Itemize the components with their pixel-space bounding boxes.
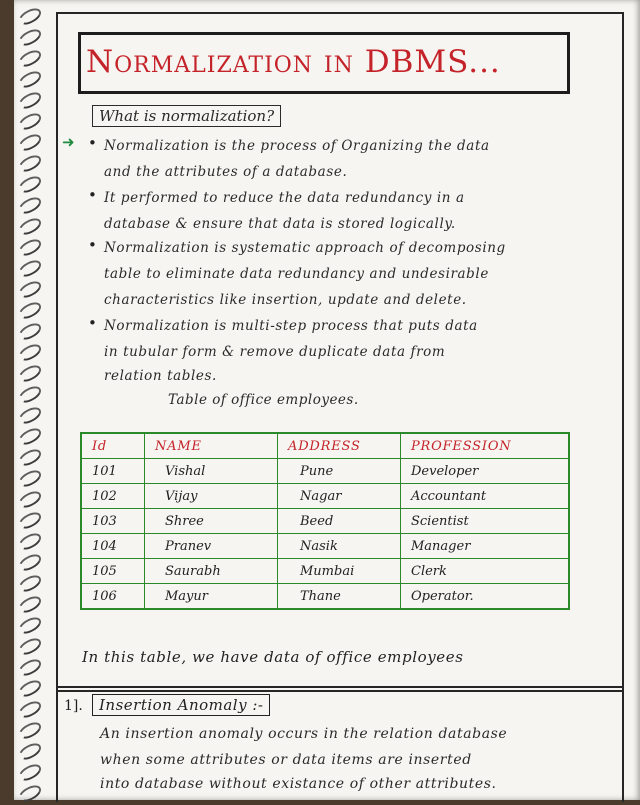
spiral-ring: [16, 257, 43, 280]
spiral-ring: [16, 635, 43, 658]
cell-name: Saurabh: [145, 559, 278, 584]
bullet-line: It performed to reduce the data redundancy in a: [104, 190, 465, 206]
cell-address: Mumbai: [278, 559, 401, 584]
section-line: when some attributes or data items are inserted: [100, 752, 472, 768]
spiral-ring: [16, 446, 43, 469]
spiral-ring: [16, 215, 43, 238]
bullet-line: Normalization is multi-step process that puts data: [104, 318, 478, 334]
bullet-line: Normalization is the process of Organizing the data: [104, 138, 490, 154]
spiral-ring: [16, 173, 43, 196]
spiral-ring: [16, 677, 43, 700]
spiral-ring: [16, 551, 43, 574]
spiral-ring: [16, 236, 43, 259]
spiral-ring: [16, 593, 43, 616]
cell-profession: Developer: [401, 459, 570, 484]
spiral-ring: [16, 383, 43, 406]
spiral-ring: [16, 194, 43, 217]
spiral-ring: [16, 404, 43, 427]
spiral-ring: [16, 509, 43, 532]
cell-id: 101: [81, 459, 145, 484]
section-title: Insertion Anomaly :-: [92, 694, 270, 716]
bullet-icon: •: [88, 314, 97, 332]
cell-profession: Manager: [401, 534, 570, 559]
spiral-ring: [16, 47, 43, 70]
cell-address: Thane: [278, 584, 401, 610]
column-header-name: NAME: [145, 433, 278, 459]
section-line: into database without existance of other attributes.: [100, 776, 497, 792]
bullet-line: in tubular form & remove duplicate data from: [104, 344, 446, 360]
spiral-ring: [16, 425, 43, 448]
cell-profession: Accountant: [401, 484, 570, 509]
column-header-profession: PROFESSION: [401, 433, 570, 459]
section-heading: What is normalization?: [92, 105, 281, 127]
cell-name: Pranev: [145, 534, 278, 559]
bullet-icon: •: [88, 186, 97, 204]
spiral-ring: [16, 131, 43, 154]
table-row: [81, 459, 569, 484]
bullet-line: database & ensure that data is stored logically.: [104, 216, 456, 232]
section-line: An insertion anomaly occurs in the relation database: [100, 726, 508, 742]
table-row: [81, 509, 569, 534]
table-caption: Table of office employees.: [168, 392, 359, 408]
spiral-ring: [16, 656, 43, 679]
spiral-ring: [16, 5, 43, 28]
spiral-ring: [16, 740, 43, 763]
table-row: [81, 534, 569, 559]
spiral-ring: [16, 761, 43, 784]
spiral-ring: [16, 719, 43, 742]
cell-address: Nagar: [278, 484, 401, 509]
spiral-ring: [16, 26, 43, 49]
cell-profession: Operator.: [401, 584, 570, 610]
bullet-icon: •: [88, 134, 97, 152]
bullet-line: table to eliminate data redundancy and undesirable: [104, 266, 489, 282]
cell-address: Nasik: [278, 534, 401, 559]
bullet-line: and the attributes of a database.: [104, 164, 348, 180]
cell-id: 105: [81, 559, 145, 584]
spiral-ring: [16, 152, 43, 175]
spiral-ring: [16, 299, 43, 322]
spiral-ring: [16, 782, 43, 805]
spiral-ring: [16, 362, 43, 385]
employee-table: [80, 432, 570, 610]
column-header-id: Id: [81, 433, 145, 459]
spiral-ring: [16, 614, 43, 637]
spiral-ring: [16, 341, 43, 364]
spiral-ring: [16, 68, 43, 91]
spiral-ring: [16, 320, 43, 343]
spiral-ring: [16, 698, 43, 721]
spiral-ring: [16, 89, 43, 112]
arrow-icon: ➜: [62, 133, 75, 151]
section-number: 1].: [64, 698, 83, 714]
bullet-line: Normalization is systematic approach of decomposing: [104, 240, 506, 256]
cell-address: Beed: [278, 509, 401, 534]
spiral-ring: [16, 572, 43, 595]
spiral-ring: [16, 278, 43, 301]
table-header-row: [81, 433, 569, 459]
bullet-line: relation tables.: [104, 368, 217, 384]
cell-name: Shree: [145, 509, 278, 534]
page-title: Normalization in DBMS...: [86, 44, 501, 80]
cell-id: 102: [81, 484, 145, 509]
column-header-address: ADDRESS: [278, 433, 401, 459]
spiral-binding: [14, 0, 48, 800]
cell-name: Vishal: [145, 459, 278, 484]
cell-id: 103: [81, 509, 145, 534]
cell-profession: Clerk: [401, 559, 570, 584]
spiral-ring: [16, 488, 43, 511]
spiral-ring: [16, 467, 43, 490]
cell-id: 104: [81, 534, 145, 559]
cell-address: Pune: [278, 459, 401, 484]
bullet-icon: •: [88, 236, 97, 254]
table-row: [81, 584, 569, 610]
table-summary: In this table, we have data of office employees: [82, 648, 464, 666]
spiral-ring: [16, 110, 43, 133]
cell-name: Mayur: [145, 584, 278, 610]
cell-profession: Scientist: [401, 509, 570, 534]
table-row: [81, 484, 569, 509]
spiral-ring: [16, 530, 43, 553]
table-row: [81, 559, 569, 584]
cell-id: 106: [81, 584, 145, 610]
bullet-line: characteristics like insertion, update and delete.: [104, 292, 467, 308]
cell-name: Vijay: [145, 484, 278, 509]
